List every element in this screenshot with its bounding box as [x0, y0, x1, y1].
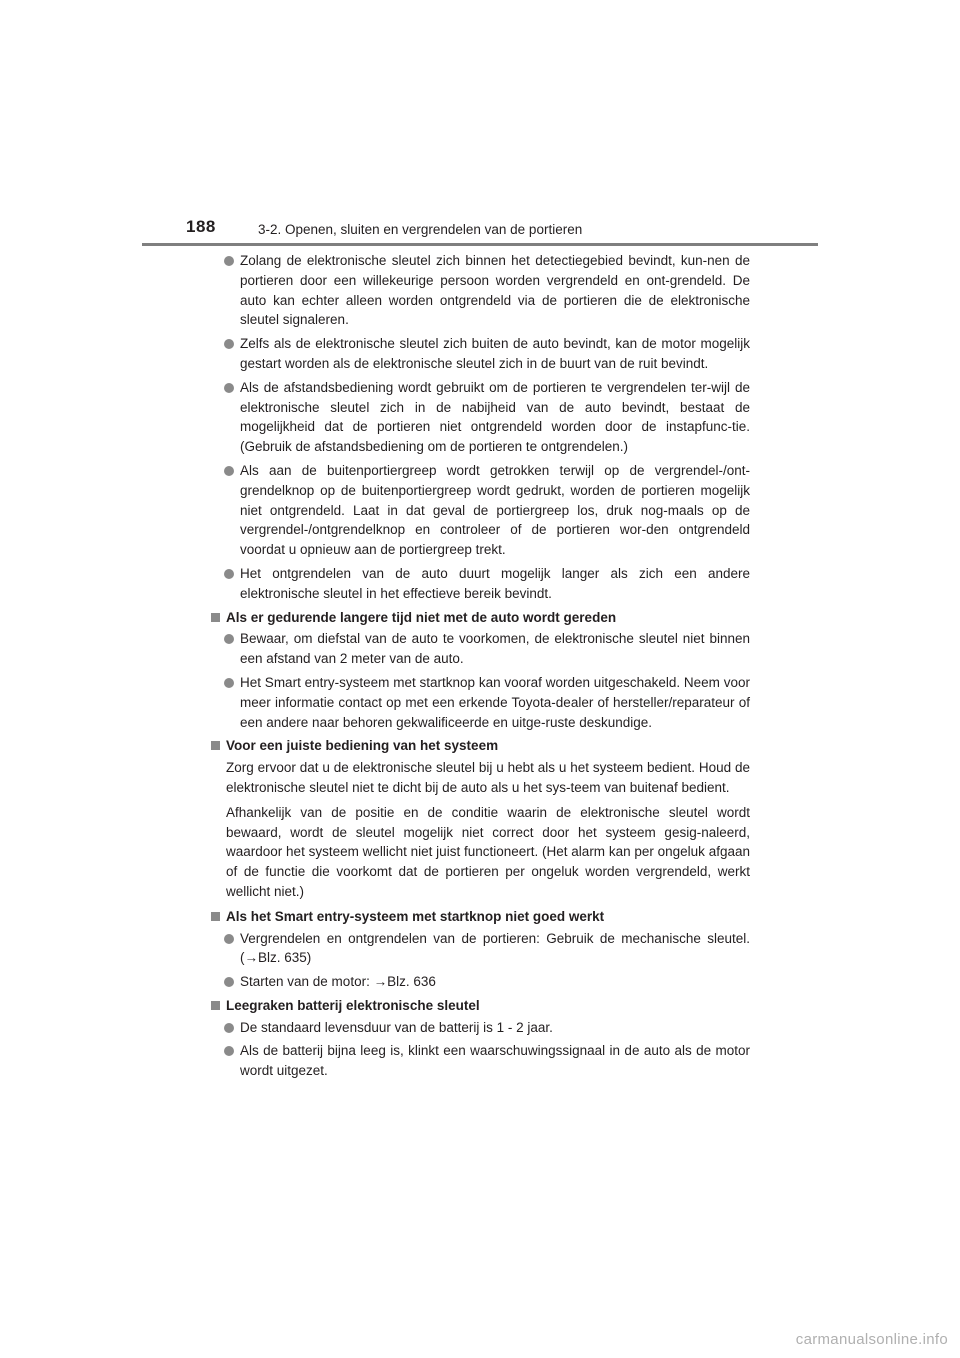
section-heading-long-time: [210, 608, 750, 628]
list-item-text: Zolang de elektronische sleutel zich binnen het detectiegebied bevindt, kun-nen de portieren door een willekeurige persoon worden vergrendeld en ont-grendeld. De auto kan echter alleen worden ontgrendeld via de portieren die de elektronische sleutel signaleren.: [240, 253, 750, 328]
bullet-icon: [224, 569, 234, 579]
bullet-icon: [224, 339, 234, 349]
list-item-text: Vergrendelen en ontgrendelen van de portieren: Gebruik de mechanische sleutel. (→Blz. 635): [240, 930, 750, 966]
list-item-text: Het ontgrendelen van de auto duurt mogelijk langer als zich een andere elektronische sleutel in het effectieve bereik bevindt.: [240, 565, 750, 601]
page-number: 188: [186, 217, 216, 236]
square-icon: [211, 741, 220, 750]
section-heading-correct-operation: [210, 736, 750, 756]
list-item-text: Starten van de motor: →Blz. 636: [240, 974, 436, 990]
list-item-text: Als de batterij bijna leeg is, klinkt een waarschuwingssignaal in de auto als de motor wordt uitgezet.: [240, 1043, 750, 1079]
list-item-text: Het Smart entry-systeem met startknop kan vooraf worden uitgeschakeld. Neem voor meer informatie contact op met een erkende Toyota-dealer of hersteller/reparateur of een andere naar behoren gekwalificeerde en uitge-ruste deskundige.: [240, 674, 750, 730]
paragraph: Zorg ervoor dat u de elektronische sleutel bij u hebt als u het systeem bedient. Houd de elektronische sleutel niet te dicht bij de auto als u het sys-teem van buitenaf bedient.: [226, 760, 750, 795]
list-item: [210, 629, 750, 669]
list-item: [210, 673, 750, 732]
bullet-icon: [224, 934, 234, 944]
square-icon: [211, 912, 220, 921]
list-item-text: Als de afstandsbediening wordt gebruikt om de portieren te vergrendelen ter-wijl de elektronische sleutel zich in de nabijheid van de auto bevindt, bestaat de mogelijkheid dat de portieren niet ontgrendeld worden door de instapfunc-tie. (Gebruik de afstandsbediening om de portieren te ontgrendelen.): [240, 379, 750, 455]
watermark: carmanualsonline.info: [795, 1331, 948, 1348]
section-title: 3-2. Openen, sluiten en vergrendelen van de portieren: [258, 222, 583, 237]
list-item-text: Zelfs als de elektronische sleutel zich buiten de auto bevindt, kan de motor mogelijk gestart worden als de elektronische sleutel zich in de buurt van de ruit bevindt.: [240, 336, 750, 371]
bullet-icon: [224, 466, 234, 476]
paragraph: Afhankelijk van de positie en de conditie waarin de elektronische sleutel wordt bewaard, wordt de sleutel mogelijk niet correct door het systeem gesig-naleerd, waardoor het systeem wellicht niet juist functioneert. (Het alarm kan per ongeluk afgaan of de functie die voorkomt dat de portieren per ongeluk worden vergrendeld, werkt wellicht niet.): [226, 804, 750, 899]
bullet-icon: [224, 256, 234, 266]
square-icon: [211, 613, 220, 622]
list-item: [210, 1018, 750, 1038]
list-item-text: De standaard levensduur van de batterij is 1 - 2 jaar.: [240, 1019, 553, 1035]
bullet-icon: [224, 383, 234, 393]
bullet-icon: [224, 634, 234, 644]
bullet-icon: [224, 678, 234, 688]
square-icon: [211, 1001, 220, 1010]
list-item: [210, 251, 750, 330]
list-item-text: Bewaar, om diefstal van de auto te voorkomen, de elektronische sleutel niet binnen een afstand van 2 meter van de auto.: [240, 631, 750, 667]
header-rule: [142, 243, 818, 246]
list-item: [210, 378, 750, 457]
section-heading-malfunction: [210, 907, 750, 927]
heading-text: Voor een juiste bediening van het systeem: [226, 738, 499, 754]
page-content: [210, 251, 750, 1085]
section-heading-battery: [210, 996, 750, 1016]
heading-text: Als er gedurende langere tijd niet met de auto wordt gereden: [226, 609, 617, 625]
list-item: [210, 564, 750, 604]
bullet-icon: [224, 1046, 234, 1056]
heading-text: Leegraken batterij elektronische sleutel: [226, 997, 480, 1013]
list-item: [210, 929, 750, 969]
list-item: [210, 334, 750, 374]
bullet-icon: [224, 977, 234, 987]
list-item: [210, 1041, 750, 1081]
heading-text: Als het Smart entry-systeem met startknop niet goed werkt: [226, 908, 605, 924]
list-item-text: Als aan de buitenportiergreep wordt getrokken terwijl op de vergrendel-/ont-grendelknop op de buitenportiergreep wordt gedrukt, worden de portieren mogelijk niet ontgrendeld. Laat in dat geval de portiergreep los, druk nog-maals op de vergrendel-/ontgrendelknop en controleer of de portieren wor-den ontgrendeld voordat u opnieuw aan de portiergreep trekt.: [240, 462, 750, 558]
bullet-icon: [224, 1023, 234, 1033]
list-item: [210, 972, 750, 992]
list-item: [210, 461, 750, 560]
